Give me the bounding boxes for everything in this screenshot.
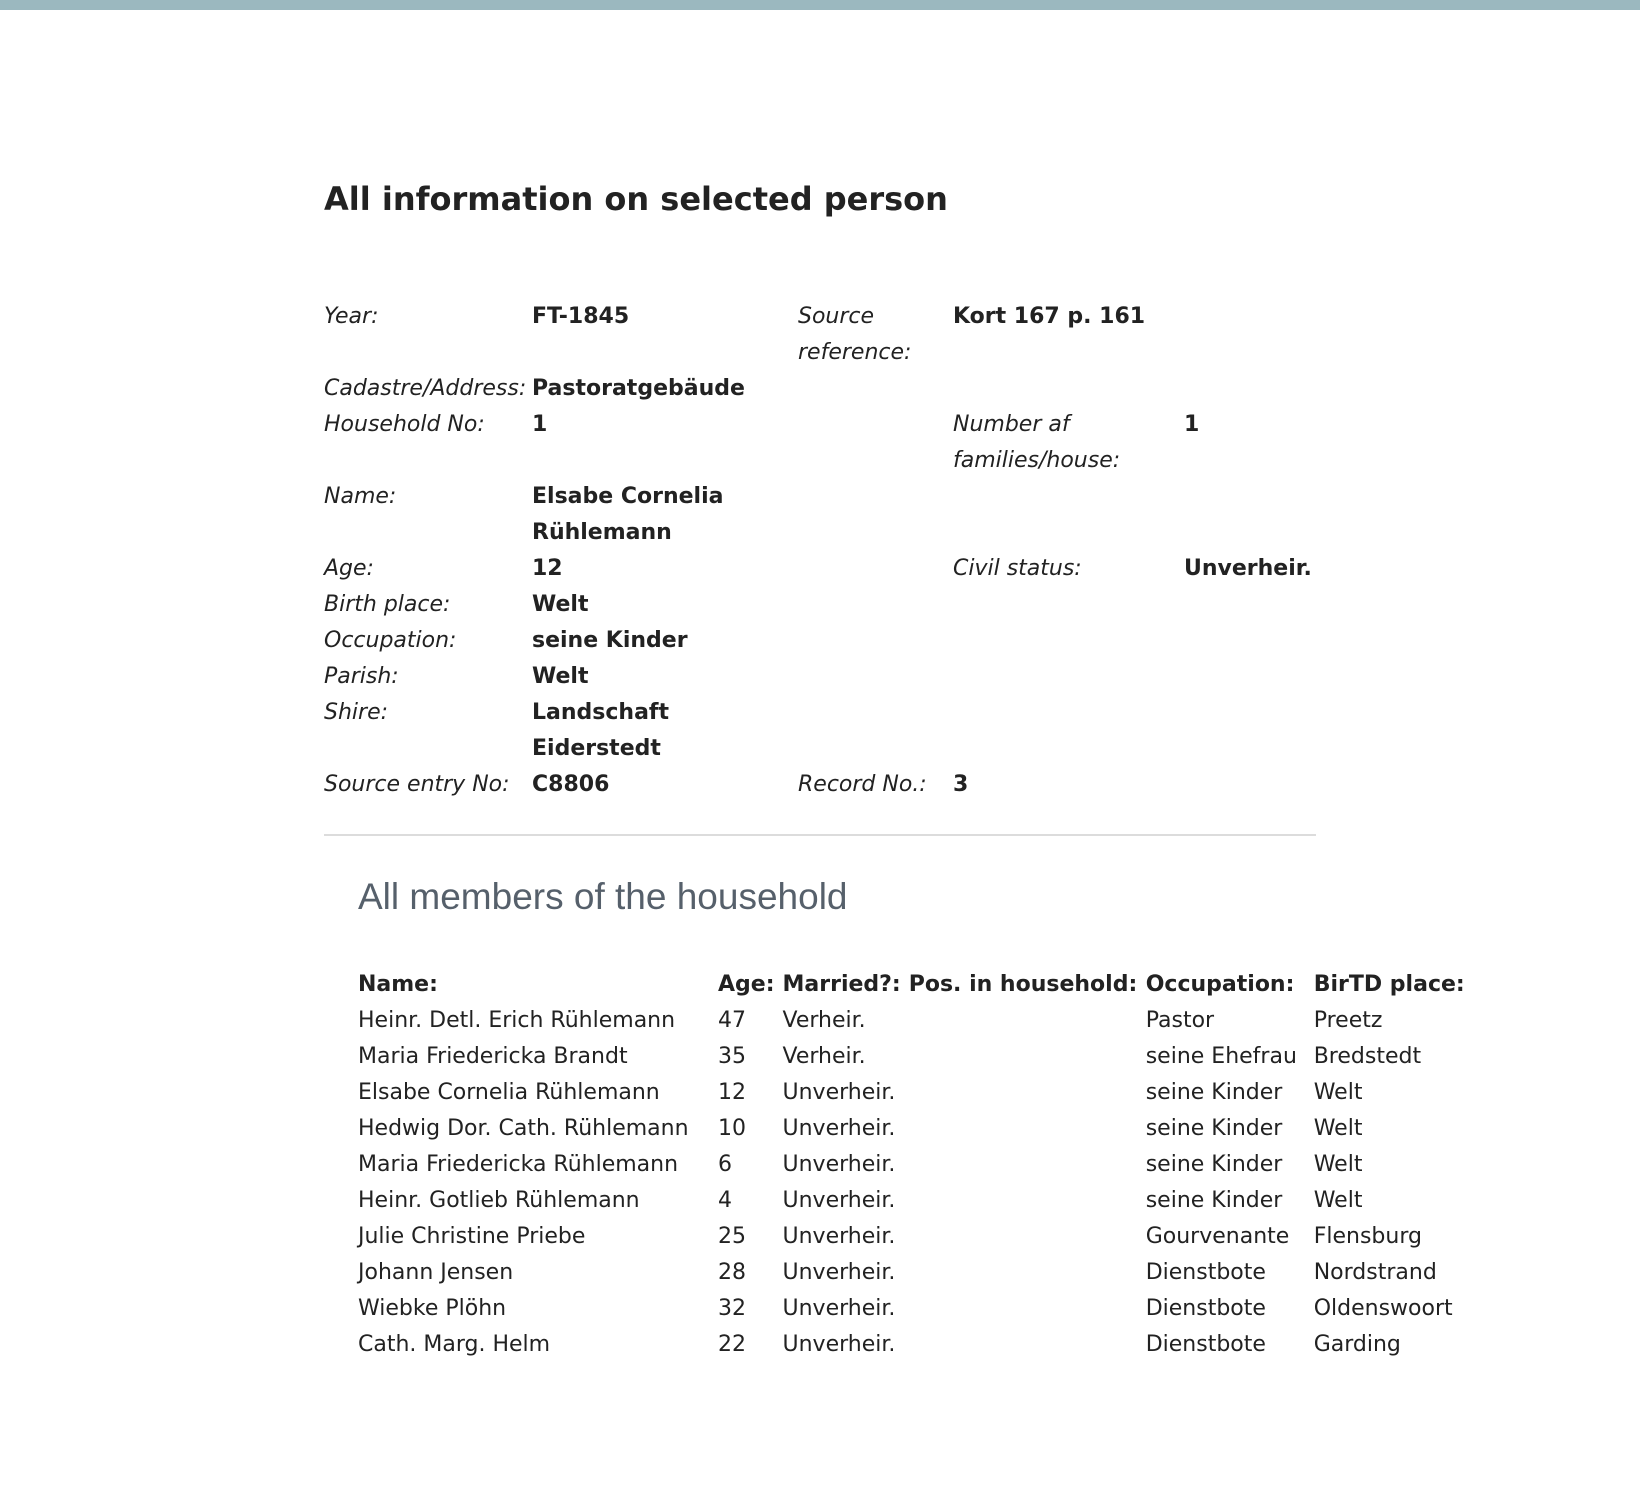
member-occupation: Dienstbote bbox=[1145, 1260, 1266, 1285]
member-position bbox=[909, 1147, 1146, 1183]
member-occupation: seine Kinder bbox=[1145, 1116, 1283, 1141]
age-label: Age: bbox=[324, 556, 374, 581]
member-position bbox=[909, 1039, 1146, 1075]
source-reference-label-line1: Source bbox=[798, 304, 875, 329]
page-title: All information on selected person bbox=[324, 180, 948, 218]
household-members-body bbox=[358, 1003, 1473, 1363]
column-header-name: Name: bbox=[358, 972, 438, 997]
member-occupation: seine Kinder bbox=[1145, 1152, 1283, 1177]
families-per-house-label-line1: Number af bbox=[953, 412, 1070, 437]
shire-value-line2: Eiderstedt bbox=[532, 736, 661, 761]
shire-value-line1: Landschaft bbox=[532, 700, 670, 725]
member-name: Hedwig Dor. Cath. Rühlemann bbox=[358, 1116, 689, 1141]
member-age: 32 bbox=[718, 1296, 746, 1321]
member-married: Unverheir. bbox=[782, 1116, 896, 1141]
occupation-label: Occupation: bbox=[324, 628, 457, 653]
source-reference-label-line2: reference: bbox=[798, 340, 912, 365]
member-occupation: Gourvenante bbox=[1145, 1224, 1290, 1249]
member-name: Heinr. Gotlieb Rühlemann bbox=[358, 1188, 640, 1213]
member-occupation: seine Kinder bbox=[1145, 1188, 1283, 1213]
table-row bbox=[358, 1111, 1473, 1147]
member-position bbox=[909, 1219, 1146, 1255]
table-row bbox=[358, 1147, 1473, 1183]
table-row bbox=[358, 1003, 1473, 1039]
member-age: 28 bbox=[718, 1260, 746, 1285]
member-name: Wiebke Plöhn bbox=[358, 1296, 507, 1321]
column-header-married: Married?: bbox=[782, 972, 901, 997]
member-age: 10 bbox=[718, 1116, 746, 1141]
member-married: Verheir. bbox=[782, 1044, 866, 1069]
section-divider bbox=[324, 834, 1316, 836]
member-married: Unverheir. bbox=[782, 1260, 896, 1285]
member-age: 12 bbox=[718, 1080, 746, 1105]
families-per-house-value: 1 bbox=[1184, 412, 1200, 437]
member-birth-place: Garding bbox=[1313, 1332, 1401, 1357]
member-birth-place: Welt bbox=[1313, 1080, 1363, 1105]
table-row bbox=[358, 1183, 1473, 1219]
member-occupation: seine Ehefrau bbox=[1145, 1044, 1297, 1069]
member-married: Unverheir. bbox=[782, 1080, 896, 1105]
member-position bbox=[909, 1183, 1146, 1219]
member-birth-place: Welt bbox=[1313, 1152, 1363, 1177]
member-birth-place: Welt bbox=[1313, 1188, 1363, 1213]
household-section-title: All members of the household bbox=[358, 876, 848, 917]
member-married: Verheir. bbox=[782, 1008, 866, 1033]
column-header-age: Age: bbox=[718, 972, 775, 997]
birth-place-value: Welt bbox=[532, 592, 589, 617]
table-row bbox=[358, 1075, 1473, 1111]
civil-status-label: Civil status: bbox=[953, 556, 1082, 581]
source-reference-value: Kort 167 p. 161 bbox=[953, 304, 1146, 329]
member-birth-place: Preetz bbox=[1313, 1008, 1383, 1033]
household-no-label: Household No: bbox=[324, 412, 485, 437]
member-married: Unverheir. bbox=[782, 1152, 896, 1177]
member-married: Unverheir. bbox=[782, 1296, 896, 1321]
member-birth-place: Nordstrand bbox=[1313, 1260, 1437, 1285]
member-position bbox=[909, 1327, 1146, 1363]
member-name: Elsabe Cornelia Rühlemann bbox=[358, 1080, 660, 1105]
name-value-line1: Elsabe Cornelia bbox=[532, 484, 724, 509]
member-occupation: Dienstbote bbox=[1145, 1332, 1266, 1357]
parish-value: Welt bbox=[532, 664, 589, 689]
member-age: 25 bbox=[718, 1224, 746, 1249]
member-name: Julie Christine Priebe bbox=[358, 1224, 586, 1249]
member-position bbox=[909, 1291, 1146, 1327]
column-header-birth-place: BirTD place: bbox=[1313, 972, 1465, 997]
column-header-occupation: Occupation: bbox=[1145, 972, 1295, 997]
year-label: Year: bbox=[324, 304, 379, 329]
table-row bbox=[358, 1255, 1473, 1291]
member-occupation: seine Kinder bbox=[1145, 1080, 1283, 1105]
member-name: Cath. Marg. Helm bbox=[358, 1332, 551, 1357]
source-entry-value: C8806 bbox=[532, 772, 610, 797]
table-row bbox=[358, 1219, 1473, 1255]
occupation-value: seine Kinder bbox=[532, 628, 688, 653]
household-no-value: 1 bbox=[532, 412, 548, 437]
address-value: Pastoratgebäude bbox=[532, 376, 745, 401]
member-married: Unverheir. bbox=[782, 1188, 896, 1213]
table-row bbox=[358, 1291, 1473, 1327]
table-row bbox=[358, 1039, 1473, 1075]
member-birth-place: Flensburg bbox=[1313, 1224, 1422, 1249]
member-occupation: Dienstbote bbox=[1145, 1296, 1266, 1321]
member-age: 22 bbox=[718, 1332, 746, 1357]
families-per-house-label-line2: families/house: bbox=[953, 448, 1121, 473]
member-name: Johann Jensen bbox=[358, 1260, 514, 1285]
member-position bbox=[909, 1111, 1146, 1147]
member-position bbox=[909, 1075, 1146, 1111]
column-header-position: Pos. in household: bbox=[908, 972, 1138, 997]
member-birth-place: Welt bbox=[1313, 1116, 1363, 1141]
age-value: 12 bbox=[532, 556, 563, 581]
member-age: 6 bbox=[718, 1152, 732, 1177]
record-no-value: 3 bbox=[953, 772, 969, 797]
table-row bbox=[358, 1327, 1473, 1363]
member-occupation: Pastor bbox=[1145, 1008, 1215, 1033]
civil-status-value: Unverheir. bbox=[1184, 556, 1312, 581]
record-no-label: Record No.: bbox=[798, 772, 927, 797]
member-married: Unverheir. bbox=[782, 1332, 896, 1357]
year-value: FT-1845 bbox=[532, 304, 630, 329]
address-label: Cadastre/Address: bbox=[324, 376, 527, 401]
member-name: Heinr. Detl. Erich Rühlemann bbox=[358, 1008, 676, 1033]
parish-label: Parish: bbox=[324, 664, 399, 689]
member-name: Maria Friedericka Brandt bbox=[358, 1044, 628, 1069]
member-name: Maria Friedericka Rühlemann bbox=[358, 1152, 679, 1177]
table-header-row bbox=[358, 967, 1473, 1003]
member-age: 47 bbox=[718, 1008, 746, 1033]
source-entry-label: Source entry No: bbox=[324, 772, 510, 797]
birth-place-label: Birth place: bbox=[324, 592, 451, 617]
shire-label: Shire: bbox=[324, 700, 389, 725]
member-married: Unverheir. bbox=[782, 1224, 896, 1249]
name-label: Name: bbox=[324, 484, 397, 509]
member-age: 35 bbox=[718, 1044, 746, 1069]
member-birth-place: Oldenswoort bbox=[1313, 1296, 1453, 1321]
member-age: 4 bbox=[718, 1188, 732, 1213]
household-members-table bbox=[358, 967, 1473, 1363]
name-value-line2: Rühlemann bbox=[532, 520, 672, 545]
member-birth-place: Bredstedt bbox=[1313, 1044, 1422, 1069]
member-position bbox=[909, 1255, 1146, 1291]
member-position bbox=[909, 1003, 1146, 1039]
